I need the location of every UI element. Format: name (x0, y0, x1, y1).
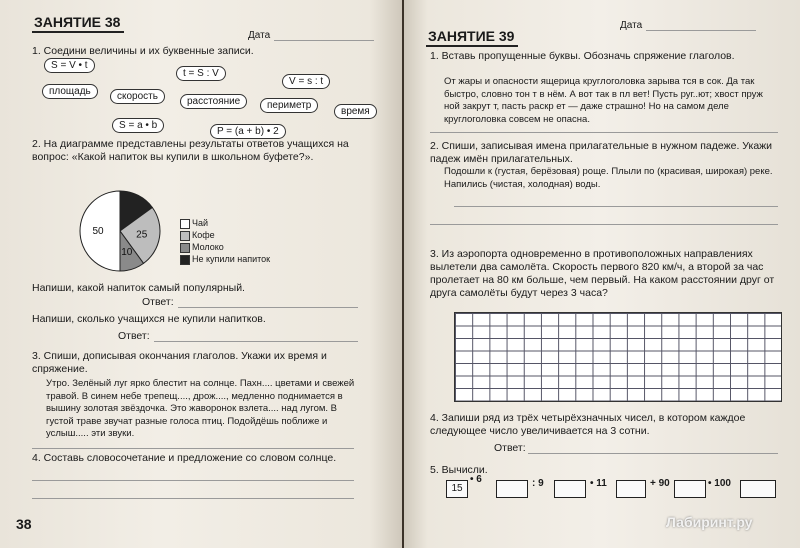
r-task2-passage: Подошли к (густая, берёзовая) роще. Плыли по (красивая, широкая) реке. Напились (чистая, холодная) воды. (444, 166, 773, 190)
lesson-title-right: ЗАНЯТИЕ 39 (426, 28, 518, 44)
chain-start: 15 (446, 480, 468, 498)
legend-item (180, 254, 320, 266)
legend-swatch (180, 231, 190, 241)
legend-label: Кофе (192, 230, 215, 240)
quantity-perimeter: периметр (260, 98, 318, 113)
chain-op-4: + 90 (650, 478, 670, 489)
formula-v-st: V = s : t (282, 74, 330, 89)
legend-swatch (180, 219, 190, 229)
date-label: Дата (248, 30, 271, 41)
task1-text: 1. Соедини величины и их буквенные записи. (32, 45, 254, 57)
quantity-speed: скорость (110, 89, 165, 104)
formula-t-sv: t = S : V (176, 66, 226, 81)
task4-line-1 (32, 480, 354, 481)
legend-item (180, 218, 320, 230)
page-number: 38 (16, 516, 32, 532)
legend-swatch (180, 255, 190, 265)
chain-box-1[interactable] (496, 480, 528, 498)
answer-label-1: Ответ: (142, 296, 174, 308)
answer-grid[interactable] (454, 312, 782, 402)
legend-item (180, 242, 320, 254)
r-answer-label: Ответ: (494, 442, 526, 454)
quantity-time: время (334, 104, 377, 119)
chain-box-2[interactable] (554, 480, 586, 498)
chart-legend (180, 218, 320, 270)
legend-label: Чай (192, 218, 209, 228)
chain-op-2: : 9 (532, 478, 544, 489)
chain-box-5[interactable] (740, 480, 776, 498)
date-label-right: Дата (620, 20, 643, 31)
r-task2-line-1 (454, 206, 778, 207)
chain-op-5: • 100 (708, 478, 731, 489)
task4-text: 4. Составь словосочетание и предложение со словом солнце. (32, 452, 337, 464)
task2-question2: Напиши, сколько учащихся не купили напитков. (32, 313, 266, 325)
legend-swatch (180, 243, 190, 253)
date-line-right (646, 30, 756, 31)
task3-passage: Утро. Зелёный луг ярко блестит на солнце. Пахн.... цветами и свежей травой. В синем небе трепещ...., дрож...., медленно поднимается в вышину золотая звёздочка. Это жаворонок взлета.... над лугом. В густой траве звучат разные голоса птиц. Подойдёшь поближе и услыш..... эти звуки. (46, 378, 355, 439)
task3-line (32, 448, 354, 449)
task2-question1: Напиши, какой напиток самый популярный. (32, 282, 245, 294)
task2-text: 2. На диаграмме представлены результаты ответов учащихся на вопрос: «Какой напиток вы купили в школьном буфете?». (32, 138, 349, 163)
r-task1-passage: От жары и опасности ящерица круглоголовка зарыва тся в сок. Да так быстро, словно тон т в нём. А вот так в пл вет! Пусть руг..ют; хвост пруж ной закрут т, пасть раскр ет — даже страшно! Но на самом деле круглоголовка совсем не опасна. (444, 76, 763, 125)
answer-line-2 (154, 341, 358, 342)
chain-box-4[interactable] (674, 480, 706, 498)
answer-label-2: Ответ: (118, 330, 150, 342)
legend-label: Молоко (192, 242, 224, 252)
chain-op-1: • 6 (470, 474, 482, 485)
r-task3-text: 3. Из аэропорта одновременно в противоположных направлениях вылетели два самолёта. Скорость первого 820 км/ч, а второй за час пролетает на 80 км больше, чем первый. На каком расстоянии друг от друга самолёты будут через 3 часа? (430, 248, 775, 299)
r-task2-text: 2. Спиши, записывая имена прилагательные в нужном падеже. Укажи падеж имён прилагательных. (430, 140, 773, 165)
answer-line-1 (178, 307, 358, 308)
r-task1-text: 1. Вставь пропущенные буквы. Обозначь спряжение глаголов. (430, 50, 735, 62)
formula-perimeter: P = (a + b) • 2 (210, 124, 286, 139)
chain-box-3[interactable] (616, 480, 646, 498)
task4-line-2 (32, 498, 354, 499)
watermark-logo: Лабиринт.ру (666, 514, 753, 530)
quantity-area: площадь (42, 84, 98, 99)
r-task5-text: 5. Вычисли. (430, 464, 488, 476)
formula-s-ab: S = a • b (112, 118, 164, 133)
pie-chart (70, 186, 170, 276)
quantity-distance: расстояние (180, 94, 247, 109)
task3-text: 3. Спиши, дописывая окончания глаголов. Укажи их время и спряжение. (32, 350, 327, 375)
r-task4-text: 4. Запиши ряд из трёх четырёхзначных чисел, в котором каждое следующее число увеличивается на 3 сотни. (430, 412, 746, 437)
formula-s-vt: S = V • t (44, 58, 95, 73)
r-task2-line-2 (430, 224, 778, 225)
right-page (404, 0, 800, 548)
pie-label-3: 10 (121, 246, 133, 258)
chain-op-3: • 11 (590, 478, 607, 489)
pie-label-1: 50 (92, 226, 104, 237)
lesson-title: ЗАНЯТИЕ 38 (32, 14, 124, 30)
legend-item (180, 230, 320, 242)
r-task1-line (430, 132, 778, 133)
legend-label: Не купили напиток (192, 254, 271, 264)
pie-label-2: 25 (136, 229, 148, 241)
date-line (274, 40, 374, 41)
r-answer-line (528, 453, 778, 454)
